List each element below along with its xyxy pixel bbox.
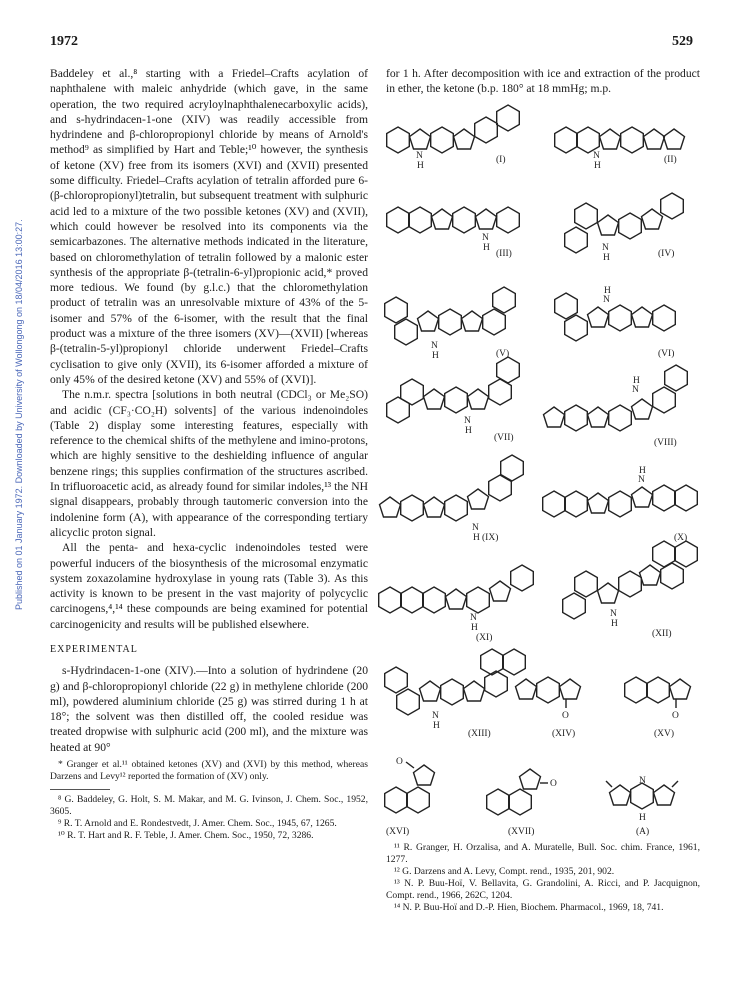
structure-X xyxy=(543,466,698,517)
footnotes xyxy=(50,759,368,842)
right-top-text: for 1 h. After decomposition with ice and extraction of the product in ether, the ketone (b.p. 180° at 18 mmHg; m.p. xyxy=(386,67,700,96)
reference: ¹¹ R. Granger, H. Orzalisa, and A. Muratelle, Bull. Soc. chim. France, 1961, 1277. xyxy=(386,842,700,865)
footnote: * Granger et al.¹¹ obtained ketones (XV) and (XVI) by this method, whereas Darzens and Levy¹² reported the formation of (XV) only. xyxy=(50,759,368,783)
compound-label: (XIII) xyxy=(468,729,491,739)
structure-XIII xyxy=(385,649,526,731)
footnote-rule xyxy=(50,789,110,790)
structure-VIII xyxy=(544,365,688,431)
paragraph: Baddeley et al.,⁸ starting with a Friedel–Crafts acylation of naphthalene with maleic anhydride (which gave, in the same operation, the two required acryloylnaphthalenecarboxylic acids), and s-hydrindacen-1-one (XIV) was readily accessible from hydrindene and β-chloropropionyl chloride by means of Arnold's method⁹ as simplified by Hart and Teble;¹⁰ however, the synthesis of ketone (XV) free from its isomers (XVI) and (XVII) presented some difficulty. Friedel–Crafts acylation of tetralin afforded pure 6-(β-chloropropionyl)tetralin, but subsequent treatment with sulphuric acid led to a mixture of the two possible ketones (XV) and (XVII), which could however be resolved into its components via the semicarbazones. The alternative methods indicated in the literature, based on chloromethylation of tetralin followed by a malonic ester synthesis of the appropriate β-(tetralin-6-yl)propionic acid,* proved more tedious. We found (by g.l.c.) that the chloromethylation product of tetralin was an unresolvable mixture of 43% of the 5-isomer and 57% of the 6-isomer, with the result that the final product was a mixture of the three isomers (XV)—(XVII) [whereas β-(tetralin-5-yl)propionyl chloride underwent Friedel–Crafts cyclisation to give only (XVII), its 6-isomer afforded a mixture of only 45% of the desired ketone (XV) and 55% of (XVI)]. xyxy=(50,67,368,386)
oxygen-label: O xyxy=(550,779,557,789)
structure-XI xyxy=(379,565,534,633)
hydrogen-label: H xyxy=(639,466,646,476)
hydrogen-label: H xyxy=(603,253,610,263)
structure-IX xyxy=(380,455,524,543)
structure-VI xyxy=(555,286,676,341)
compound-label: (A) xyxy=(636,827,650,837)
compound-label: (II) xyxy=(664,155,677,165)
download-watermark: Published on 01 January 1972. Downloaded by University of Wollongong on 18/04/2016 13:00:27. xyxy=(14,219,24,610)
compound-label: (XVII) xyxy=(508,827,535,837)
hydrogen-label: H xyxy=(471,623,478,633)
compound-label: (XIV) xyxy=(552,729,576,739)
hydrogen-label: H xyxy=(417,161,424,171)
nitrogen-label: N xyxy=(470,613,477,623)
section-heading: EXPERIMENTAL xyxy=(50,643,138,655)
experimental-paragraph: s-Hydrindacen-1-one (XIV).—Into a solution of hydrindene (20 g) and β-chloropropionyl chloride (22 g) in methylene chloride (200 ml), powdered aluminium chloride (25 g) was stirred during 1 h at 18°; the solvent was then distilled off, the cooled residue was treated dropwise with sulphuric acid (200 ml), and the mixture was heated at 90° xyxy=(50,664,368,754)
compound-label: (IX) xyxy=(482,533,499,543)
structure-XVII xyxy=(487,769,557,815)
compound-label: (IV) xyxy=(658,249,675,259)
hydrogen-label: H xyxy=(611,619,618,629)
footnote: ⁸ G. Baddeley, G. Holt, S. M. Makar, and M. G. Ivinson, J. Chem. Soc., 1952, 3605. xyxy=(50,794,368,818)
nitrogen-label: N xyxy=(632,385,639,395)
nitrogen-label: N xyxy=(593,151,600,161)
compound-label: (XII) xyxy=(652,629,672,639)
nitrogen-label: N xyxy=(416,151,423,161)
compound-label: (X) xyxy=(674,533,688,543)
hydrogen-label: H xyxy=(432,351,439,361)
hydrogen-label: H xyxy=(473,533,480,543)
nitrogen-label: N xyxy=(432,711,439,721)
nitrogen-label: N xyxy=(482,233,489,243)
structure-VII xyxy=(387,357,520,436)
oxygen-label: O xyxy=(396,757,403,767)
nitrogen-label: N xyxy=(602,243,609,253)
reference: ¹³ N. P. Buu-Hoï, V. Bellavita, G. Grandolini, A. Ricci, and P. Jacquignon, Compt. rend., 1966, 262C, 1204. xyxy=(386,878,700,901)
structure-XVI xyxy=(385,757,435,813)
structures-figure xyxy=(376,100,716,840)
nitrogen-label: N xyxy=(464,416,471,426)
hydrogen-label: H xyxy=(465,426,472,436)
footnote: ¹⁰ R. T. Hart and R. F. Teble, J. Amer. Chem. Soc., 1950, 72, 3286. xyxy=(58,830,314,842)
references xyxy=(386,842,700,914)
paragraph: The n.m.r. spectra [solutions in both neutral (CDCl₃ or Me₂SO) and acidic (CF₃·CO₂H) solvents] of the various indenoindoles (Table 2) display some interesting features, especially with reference to the chemical shifts of the methylene and imino-protons, which are highly sensitive to the deshielding influence of angular benzene rings; this supplies confirmation of the structures ascribed. In trifluoroacetic acid, as already found for similar indoles,¹³ the NH signal disappears, probably through tautomeric conversion into the indolenine form (A), with appearance of the corresponding tertiary alicyclic proton signal. xyxy=(50,388,368,539)
page-year: 1972 xyxy=(50,34,78,49)
paragraph: All the penta- and hexa-cyclic indenoindoles tested were powerful inducers of the biosynthesis of the microsomal enzymatic system zoxazolamine hydroxylase in young rats (Table 3). As this activity is known to be present in the vast majority of polycyclic carcinogens,⁴,¹⁴ these compounds are being examined for potential carcinogenicity and results will be published elsewhere. xyxy=(50,541,368,631)
compound-label: (VIII) xyxy=(654,438,677,448)
oxygen-label: O xyxy=(562,711,569,721)
reference: ¹² G. Darzens and A. Levy, Compt. rend., 1935, 201, 902. xyxy=(394,866,615,877)
compound-label: (VI) xyxy=(658,349,675,359)
compound-label: (XV) xyxy=(654,729,675,739)
footnote: ⁹ R. T. Arnold and E. Rondestvedt, J. Amer. Chem. Soc., 1945, 67, 1265. xyxy=(58,818,337,830)
nitrogen-label: N xyxy=(610,609,617,619)
hydrogen-label: H xyxy=(639,813,646,823)
nitrogen-label: N xyxy=(603,295,610,305)
structure-XV xyxy=(625,677,691,721)
page-number: 529 xyxy=(672,34,693,49)
structure-A xyxy=(606,776,678,823)
hydrogen-label: H xyxy=(433,721,440,731)
structure-XII xyxy=(563,541,698,629)
nitrogen-label: N xyxy=(639,776,646,786)
compound-label: (III) xyxy=(496,249,512,259)
compound-label: (XI) xyxy=(476,633,493,643)
hydrogen-label: H xyxy=(483,243,490,253)
compound-label: (XVI) xyxy=(386,827,410,837)
nitrogen-label: N xyxy=(472,523,479,533)
hydrogen-label: H xyxy=(594,161,601,171)
left-column xyxy=(50,66,368,842)
hydrogen-label: H xyxy=(604,286,611,296)
reference: ¹⁴ N. P. Buu-Hoï and D.-P. Hien, Biochem. Pharmacol., 1969, 18, 741. xyxy=(394,902,664,913)
oxygen-label: O xyxy=(672,711,679,721)
nitrogen-label: N xyxy=(638,475,645,485)
compound-label: (V) xyxy=(496,349,510,359)
nitrogen-label: N xyxy=(431,341,438,351)
compound-label: (I) xyxy=(496,155,506,165)
structure-XIV xyxy=(516,677,581,721)
compound-label: (VII) xyxy=(494,433,514,443)
structure-III xyxy=(387,207,520,253)
hydrogen-label: H xyxy=(633,376,640,386)
